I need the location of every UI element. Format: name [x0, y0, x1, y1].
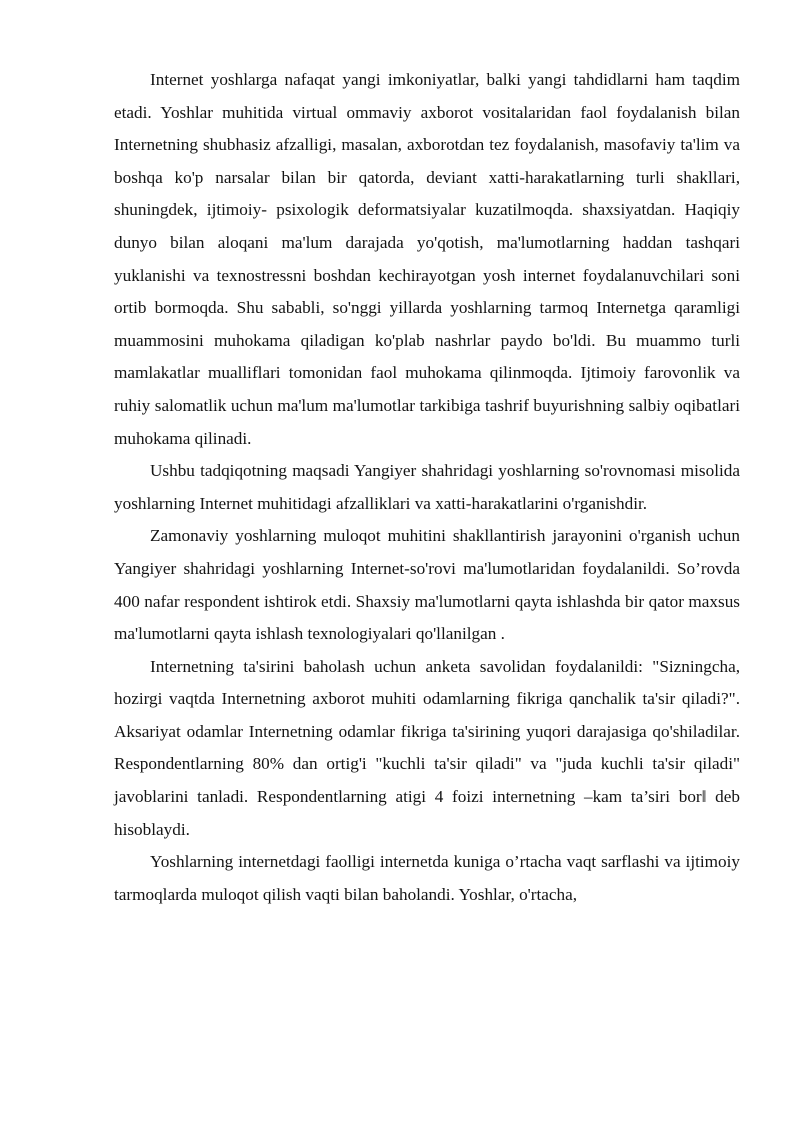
paragraph-internet-influence: Internetning ta'sirini baholash uchun anketa savolidan foydalanildi: "Sizningcha, hozirgi vaqtda Internetning axborot muhiti odamlarning fikriga qanchalik ta'sir qiladi?". Aksariyat odamlar Internetning odamlar fikriga ta'sirining yuqori darajasiga qo'shiladilar. Respondentlarning 80% dan ortig'i "kuchli ta'sir qiladi" va "juda kuchli ta'sir qiladi" javoblarini tanladi. Respondentlarning atigi 4 foizi internetning –kam ta’siri bor‖ deb hisoblaydi.	[114, 656, 740, 839]
document-page	[114, 64, 740, 911]
paragraph-survey-method: Zamonaviy yoshlarning muloqot muhitini shakllantirish jarayonini o'rganish uchun Yangiyer shahridagi yoshlarning Internet-so'rovi ma'lumotlaridan foydalanildi. So’rovda 400 nafar respondent ishtirok etdi. Shaxsiy ma'lumotlarni qayta ishlashda bir qator maxsus ma'lumotlarni qayta ishlash texnologiyalari qo'llanilgan .	[114, 526, 740, 644]
paragraph-research-goal: Ushbu tadqiqotning maqsadi Yangiyer shahridagi yoshlarning so'rovnomasi misolida yoshlarning Internet muhitidagi afzalliklari va xatti-harakatlarini o'rganishdir.	[114, 461, 740, 513]
paragraph-youth-activity: Yoshlarning internetdagi faolligi internetda kuniga o’rtacha vaqt sarflashi va ijtimoiy tarmoqlarda muloqot qilish vaqti bilan baholandi. Yoshlar, o'rtacha,	[114, 852, 740, 904]
paragraph-internet-threats: Internet yoshlarga nafaqat yangi imkoniyatlar, balki yangi tahdidlarni ham taqdim etadi. Yoshlar muhitida virtual ommaviy axborot vositalaridan faol foydalanish bilan Internetning shubhasiz afzalligi, masalan, axborotdan tez foydalanish, masofaviy ta'lim va boshqa ko'p narsalar bilan bir qatorda, deviant xatti-harakatlarning turli shakllari, shuningdek, ijtimoiy- psixologik deformatsiyalar kuzatilmoqda. shaxsiyatdan. Haqiqiy dunyo bilan aloqani ma'lum darajada yo'qotish, ma'lumotlarning haddan tashqari yuklanishi va texnostressni boshdan kechirayotgan yosh internet foydalanuvchilari soni ortib bormoqda. Shu sababli, so'nggi yillarda yoshlarning tarmoq Internetga qaramligi muammosini muhokama qiladigan ko'plab nashrlar paydo bo'ldi. Bu muammo turli mamlakatlar mualliflari tomonidan faol muhokama qilinmoqda. Ijtimoiy farovonlik va ruhiy salomatlik uchun ma'lum ma'lumotlar tarkibiga tashrif buyurishning salbiy oqibatlari muhokama qilinadi.	[114, 70, 740, 448]
